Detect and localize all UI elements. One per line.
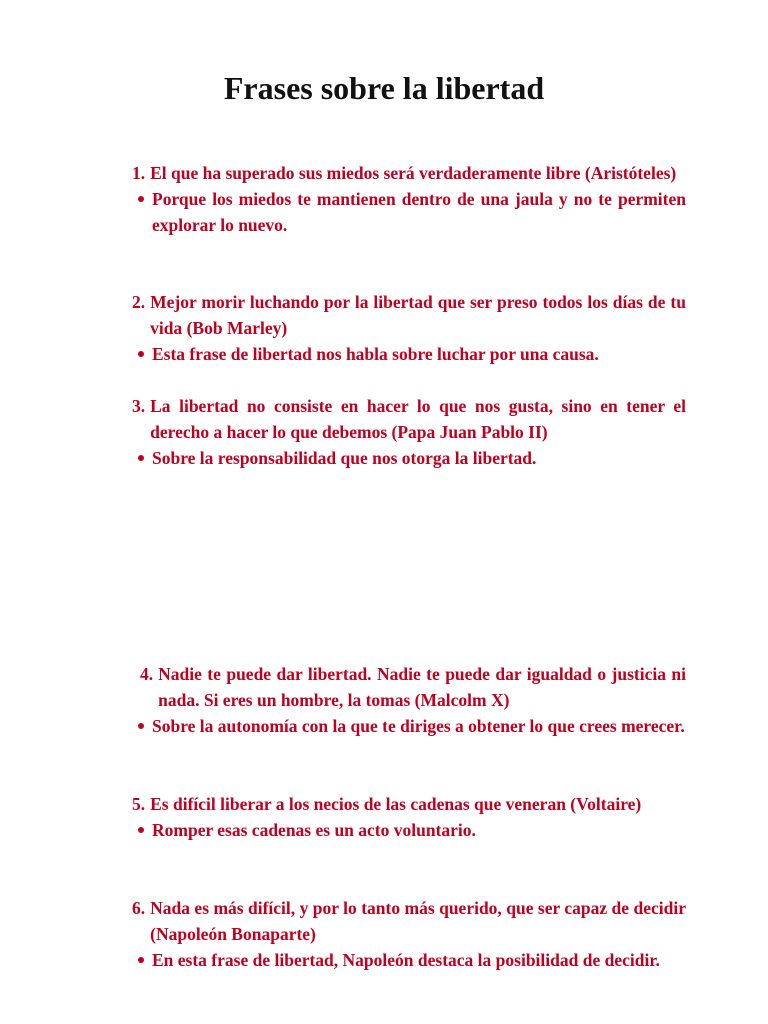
- quote-comment: Sobre la autonomía con la que te diriges a obtener lo que crees merecer.: [152, 716, 685, 736]
- quote-item-1: [130, 160, 686, 238]
- document-title: Frases sobre la libertad: [223, 70, 545, 106]
- quote-comment: Esta frase de libertad nos habla sobre luchar por una causa.: [152, 344, 599, 364]
- quote-comment-row: [130, 713, 686, 739]
- quote-comment: En esta frase de libertad, Napoleón destaca la posibilidad de decidir.: [152, 950, 660, 970]
- bullet-icon: [130, 445, 152, 471]
- bullet-icon: [130, 186, 152, 238]
- quote-comment-row: [130, 186, 686, 238]
- quote-text-row: [130, 393, 686, 445]
- quote-number: 6.: [132, 898, 146, 918]
- quote-item-3: [130, 393, 686, 471]
- quote-text: Es difícil liberar a los necios de las cadenas que veneran (Voltaire): [150, 794, 642, 814]
- quote-comment-row: [130, 817, 686, 843]
- quote-number: 3.: [132, 396, 146, 416]
- quote-number: 2.: [132, 292, 146, 312]
- quote-text: El que ha superado sus miedos será verdaderamente libre (Aristóteles): [150, 163, 677, 183]
- quote-text-row: [130, 661, 686, 713]
- quote-text: Nadie te puede dar libertad. Nadie te puede dar igualdad o justicia ni nada. Si eres un hombre, la tomas (Malcolm X): [158, 664, 686, 710]
- bullet-icon: [130, 817, 152, 843]
- quote-text-row: [130, 895, 686, 947]
- quote-comment: Sobre la responsabilidad que nos otorga la libertad.: [152, 448, 537, 468]
- quote-comment: Porque los miedos te mantienen dentro de una jaula y no te permiten explorar lo nuevo.: [152, 189, 686, 235]
- quote-number: 4.: [140, 664, 154, 684]
- quote-comment-row: [130, 947, 686, 973]
- quote-text: Nada es más difícil, y por lo tanto más querido, que ser capaz de decidir (Napoleón Bonaparte): [150, 898, 686, 944]
- quote-number: 5.: [132, 794, 146, 814]
- quote-item-6: [130, 895, 686, 973]
- quote-item-2: [130, 289, 686, 367]
- quote-comment: Romper esas cadenas es un acto voluntario.: [152, 820, 476, 840]
- quote-item-5: [130, 791, 686, 843]
- quote-item-4: [130, 661, 686, 739]
- bullet-icon: [130, 341, 152, 367]
- bullet-icon: [130, 947, 152, 973]
- quote-comment-row: [130, 341, 686, 367]
- quote-text: La libertad no consiste en hacer lo que nos gusta, sino en tener el derecho a hacer lo que debemos (Papa Juan Pablo II): [150, 396, 686, 442]
- quote-comment-row: [130, 445, 686, 471]
- quote-text-row: [130, 160, 686, 186]
- quote-text-row: [130, 791, 686, 817]
- quote-number: 1.: [132, 163, 146, 183]
- quote-text-row: [130, 289, 686, 341]
- bullet-icon: [130, 713, 152, 739]
- quote-text: Mejor morir luchando por la libertad que ser preso todos los días de tu vida (Bob Marley): [150, 292, 686, 338]
